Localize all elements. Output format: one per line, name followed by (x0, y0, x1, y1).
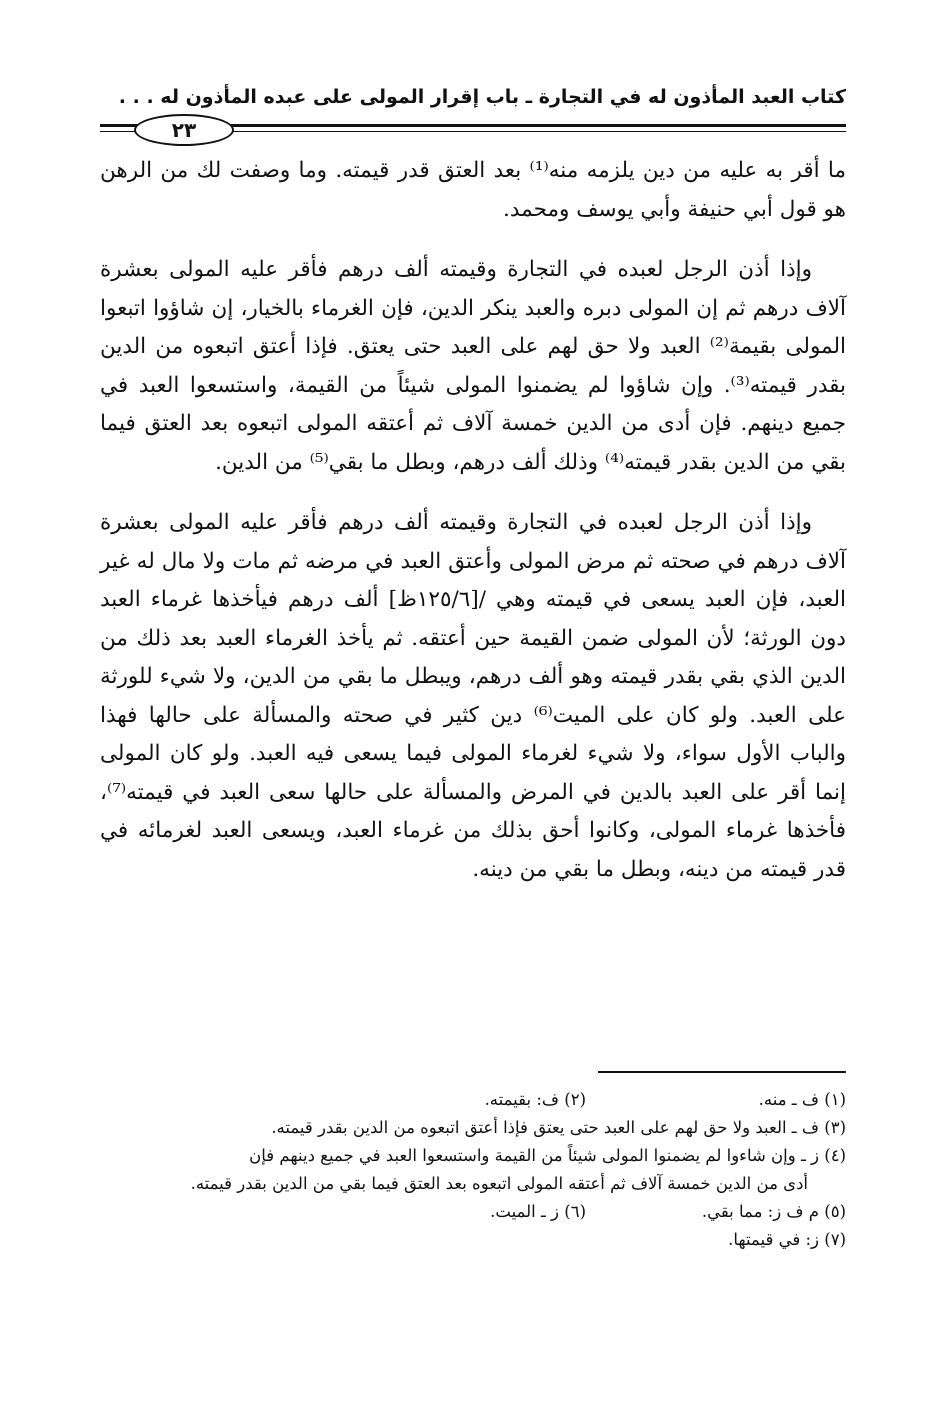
footnote-3: (٣) ف ـ العبد ولا حق لهم على العبد حتى يعتق فإذا أعتق اتبعوه من الدين بقدر قيمته. (271, 1118, 846, 1137)
footnote-5: (٥) م ف ز: مما بقي. (701, 1202, 846, 1221)
paragraph-1: ما أقر به عليه من دين يلزمه منه⁽¹⁾ بعد العتق قدر قيمته. وما وصفت لك من الرهن هو قول أبي حنيفة وأبي يوسف ومحمد. (100, 158, 846, 222)
page-number: ٢٣ (134, 114, 234, 146)
running-title: كتاب العبد المأذون له في التجارة ـ باب إقرار المولى على عبده المأذون له . . . (118, 86, 846, 108)
footnote-7: (٧) ز: في قيمتها. (728, 1230, 846, 1249)
paragraph-2: وإذا أذن الرجل لعبده في التجارة وقيمته ألف درهم فأقر عليه المولى بعشرة آلاف درهم ثم إن المولى دبره والعبد ينكر الدين، فإن الغرماء بالخيار، إن شاؤوا اتبعوا المولى بقيمة⁽²⁾ العبد ولا حق لهم على العبد حتى يعتق. فإذا أعتق اتبعوه من الدين بقدر قيمته⁽³⁾. وإن شاؤوا لم يضمنوا المولى شيئاً من القيمة، واستسعوا العبد في جميع دينهم. فإن أدى من الدين خمسة آلاف ثم أعتقه المولى اتبعوه بعد العتق فيما بقي من الدين بقدر قيمته⁽⁴⁾ وذلك ألف درهم، وبطل ما بقي⁽⁵⁾ من الدين. (100, 257, 847, 475)
footnotes (100, 1086, 846, 1254)
paragraph-3: وإذا أذن الرجل لعبده في التجارة وقيمته ألف درهم فأقر عليه المولى بعشرة آلاف درهم في صحته ثم مرض المولى وأعتق العبد في مرضه ثم مات ولا مال له غير العبد، فإن العبد يسعى في قيمته وهي /[١٢٥/٦ظ] ألف درهم فيأخذها غرماء العبد دون الورثة؛ لأن المولى ضمن القيمة حين أعتقه. ثم يأخذ الغرماء العبد بعد ذلك من الدين الذي بقي بقدر قيمته وهو ألف درهم، ويبطل ما بقي من الدين، ولا شيء للورثة على العبد. ولو كان على الميت⁽⁶⁾ دين كثير في صحته والمسألة على حالها فهذا والباب الأول سواء، ولا شيء لغرماء المولى فيما يسعى فيه العبد. ولو كان المولى إنما أقر على العبد بالدين في المرض والمسألة على حالها سعى العبد في قيمته⁽⁷⁾، فأخذها غرماء المولى، وكانوا أحق بذلك من غرماء العبد، ويسعى العبد لغرمائه في قدر قيمته من دينه، وبطل ما بقي من دينه. (100, 510, 847, 882)
footnote-4-continuation: أدى من الدين خمسة آلاف ثم أعتقه المولى اتبعوه بعد العتق فيما بقي من الدين بقدر قيمته. (190, 1174, 808, 1193)
footnote-1: (١) ف ـ منه. (758, 1090, 846, 1109)
header-rule (100, 112, 846, 144)
footnote-separator (598, 1071, 846, 1073)
footnote-row-5 (100, 1198, 846, 1226)
footnote-row-1 (100, 1086, 846, 1114)
footnote-6: (٦) ز ـ الميت. (490, 1202, 586, 1221)
footnote-2: (٢) ف: بقيمته. (484, 1090, 586, 1109)
footnote-4: (٤) ز ـ وإن شاءوا لم يضمنوا المولى شيئاً من القيمة واستسعوا العبد في جميع دينهم فإن (249, 1146, 846, 1165)
main-text (100, 152, 846, 889)
